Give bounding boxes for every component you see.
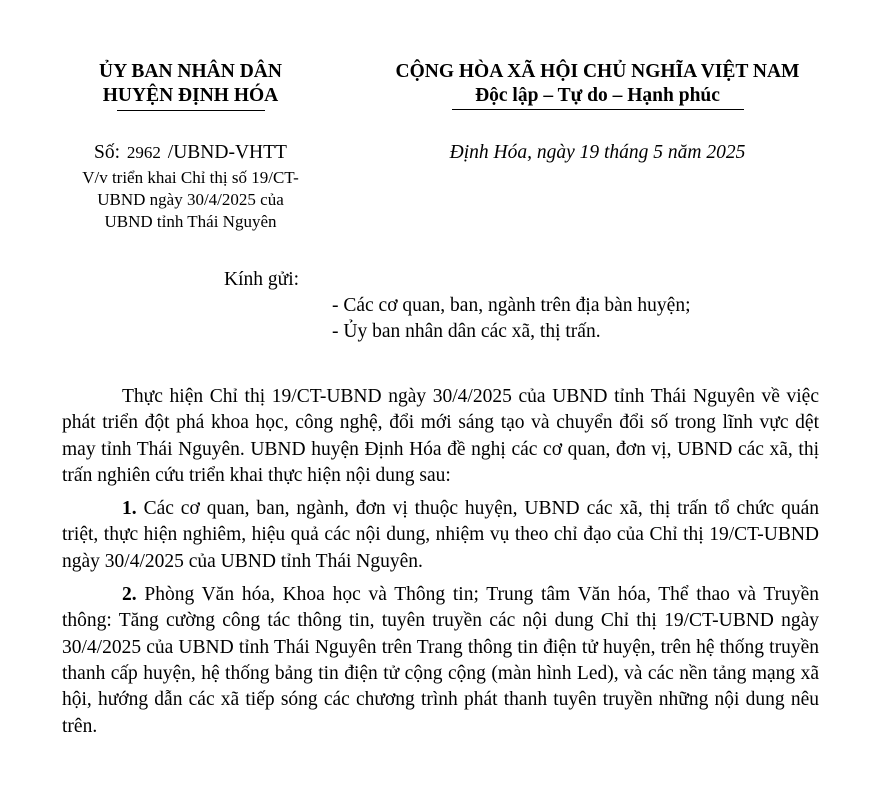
subject-line: V/v triển khai Chỉ thị số 19/CT- — [82, 168, 299, 187]
national-motto: Độc lập – Tự do – Hạnh phúc — [475, 85, 720, 106]
national-title: CỘNG HÒA XÃ HỘI CHỦ NGHĨA VIỆT NAM — [395, 61, 800, 82]
agency-name-line2: HUYỆN ĐỊNH HÓA — [102, 85, 279, 106]
recipients-list — [332, 293, 690, 345]
subject-line: UBND tỉnh Thái Nguyên — [104, 212, 277, 231]
item-2-paragraph — [62, 582, 819, 740]
document-number-prefix: Số: — [94, 142, 121, 163]
motto-underline — [452, 109, 744, 110]
date-day: 19 — [579, 142, 600, 163]
greeting-label: Kính gửi: — [224, 269, 300, 290]
document-body — [62, 384, 819, 747]
national-header-block — [345, 60, 850, 110]
document-number-value: 2962 — [126, 143, 161, 162]
agency-name-line1: ỦY BAN NHÂN DÂN — [99, 61, 282, 82]
document-subject — [48, 167, 333, 233]
document-number-suffix: /UBND-VHTT — [167, 142, 287, 163]
place-and-date — [345, 141, 850, 165]
intro-paragraph: Thực hiện Chỉ thị 19/CT-UBND ngày 30/4/2025 của UBND tỉnh Thái Nguyên về việc phát triển đột phá khoa học, công nghệ, đổi mới sáng tạo và chuyển đổi số trong lĩnh vực dệt may tỉnh Thái Nguyên. UBND huyện Định Hóa đề nghị các cơ quan, đơn vị, UBND các xã, thị trấn nghiên cứu triển khai thực hiện nội dung sau: — [62, 386, 819, 486]
recipient-item: - Các cơ quan, ban, ngành trên địa bàn huyện; — [332, 295, 691, 316]
date-month-year: tháng 5 năm 2025 — [604, 142, 746, 163]
document-number — [48, 141, 333, 165]
item-1-paragraph — [62, 496, 819, 575]
subject-line: UBND ngày 30/4/2025 của — [97, 190, 284, 209]
date-place: Định Hóa, ngày — [449, 142, 575, 163]
item-2-number: 2. — [122, 584, 137, 606]
item-2-text: Phòng Văn hóa, Khoa học và Thông tin; Trung tâm Văn hóa, Thể thao và Truyền thông: Tăng cường công tác thông tin, tuyên truyền các nội dung Chỉ thị 19/CT-UBND ngày 30/4/2025 của UBND tỉnh Thái Nguyên trên Trang thông tin điện tử huyện, trên hệ thống truyền thanh cấp huyện, hệ thống bảng tin điện tử cộng cộng (màn hình Led), và các nền tảng mạng xã hội, hướng dẫn các xã tiếp sóng các chương trình phát thanh tuyên truyền những nội dung nêu trên. — [62, 584, 820, 737]
item-1-number: 1. — [122, 498, 137, 520]
recipient-item: - Ủy ban nhân dân các xã, thị trấn. — [332, 321, 601, 342]
item-1-text: Các cơ quan, ban, ngành, đơn vị thuộc huyện, UBND các xã, thị trấn tổ chức quán triệt, thực hiện nghiêm, hiệu quả các nội dung, nhiệm vụ theo chỉ đạo của Chỉ thị 19/CT-UBND ngày 30/4/2025 của UBND tỉnh Thái Nguyên. — [62, 498, 820, 572]
issuing-agency-block — [48, 60, 333, 111]
agency-underline — [117, 110, 265, 111]
